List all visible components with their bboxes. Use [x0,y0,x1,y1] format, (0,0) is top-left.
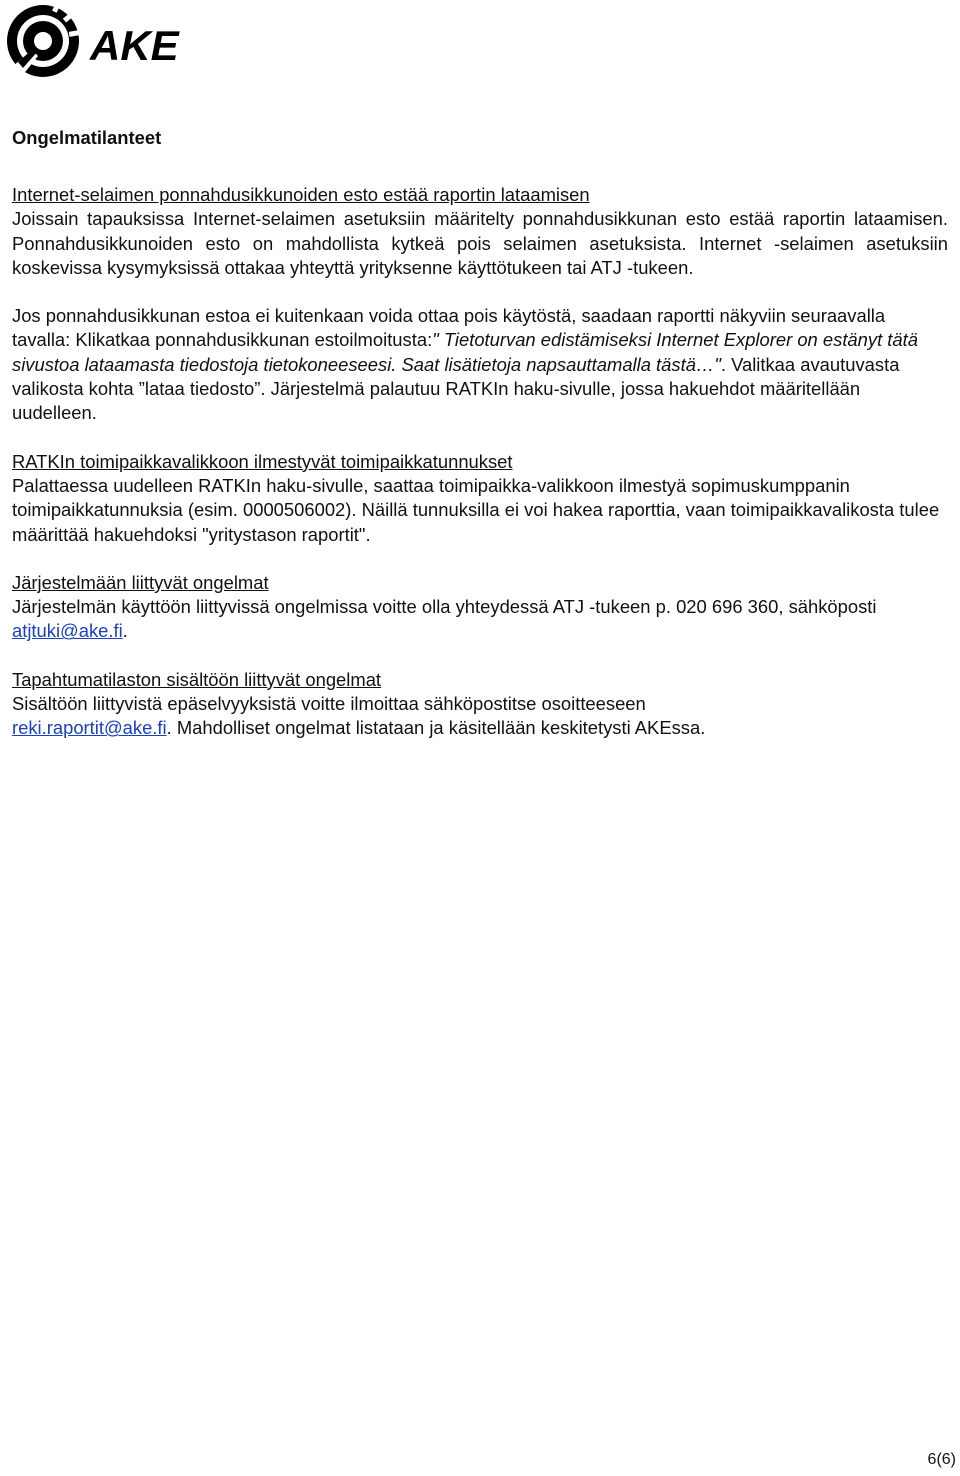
section-title: Järjestelmään liittyvät ongelmat [12,571,269,593]
section-title: RATKIn toimipaikkavalikkoon ilmestyvät toimipaikkatunnukset [12,450,513,472]
email-link-atjtuki[interactable]: atjtuki@ake.fi [12,620,123,642]
section-system-problems [12,571,948,644]
section-content-problems [12,668,948,741]
document-content [12,124,948,741]
section-body: Joissain tapauksissa Internet-selaimen asetuksiin määritelty ponnahdusikkunan esto estää raportin lataamisen. Ponnahdusikkunoiden esto on mahdollista kytkeä pois selaimen asetuksista. Internet -selaimen asetuksiin koskevissa kysymyksissä ottakaa yhteyttä yrityksenne käyttötukeen tai ATJ -tukeen. [12,208,948,278]
body-text-end: . Mahdolliset ongelmat listataan ja käsitellään keskitetysti AKEssa. [166,717,706,739]
ake-emblem-icon [7,2,79,77]
paragraph-text: Jos ponnahdusikkunan estoa ei kuitenkaan voida ottaa pois käytöstä, saadaan raportti näkyviin seuraavalla tavalla: Klikatkaa ponnahdusikkunan estoilmoitusta: [12,305,886,351]
section-popup-blocker [12,183,948,426]
body-text: Järjestelmän käyttöön liittyvissä ongelmissa voitte olla yhteydessä ATJ -tukeen p. 020 696 360, sähköposti [12,596,877,618]
paragraph-text-end: . Valitkaa avautuvasta valikosta kohta ”lataa tiedosto”. Järjestelmä palautuu RATKIn haku-sivulle, jossa hakuehdot määritellään uudelleen. [12,353,900,424]
logo-text: AKE [90,22,179,69]
email-link-reki[interactable]: reki.raportit@ake.fi [12,717,167,739]
ake-logo-svg [4,2,216,80]
page-number: 6(6) [927,1451,956,1468]
section-title: Internet-selaimen ponnahdusikkunoiden esto estää raportin lataamisen [12,184,590,205]
ake-logo [4,2,216,80]
body-text: Sisältöön liittyvistä epäselvyyksistä voitte ilmoittaa sähköpostitse osoitteeseen [12,693,646,715]
quoted-notice: " Tietoturvan edistämiseksi Internet Explorer on estänyt tätä sivustoa lataamasta tiedostoja tietokoneeseesi. Saat lisätietoja napsauttamalla tästä…" [12,329,918,375]
body-text-end: . [122,620,128,642]
section-body [12,595,948,644]
section-title: Tapahtumatilaston sisältöön liittyvät ongelmat [12,668,382,690]
section-body [12,692,948,741]
section-body-paragraph [12,304,948,425]
section-toimipaikka [12,450,948,547]
section-body: Palattaessa uudelleen RATKIn haku-sivulle, saattaa toimipaikka-valikkoon ilmestyä sopimuskumppanin toimipaikkatunnuksia (esim. 0000506002). Näillä tunnuksilla ei voi hakea raporttia, vaan toimipaikkavalikosta tulee määrittää hakuehdoksi "yritystason raportit". [12,474,940,545]
page-heading: Ongelmatilanteet [12,127,162,148]
